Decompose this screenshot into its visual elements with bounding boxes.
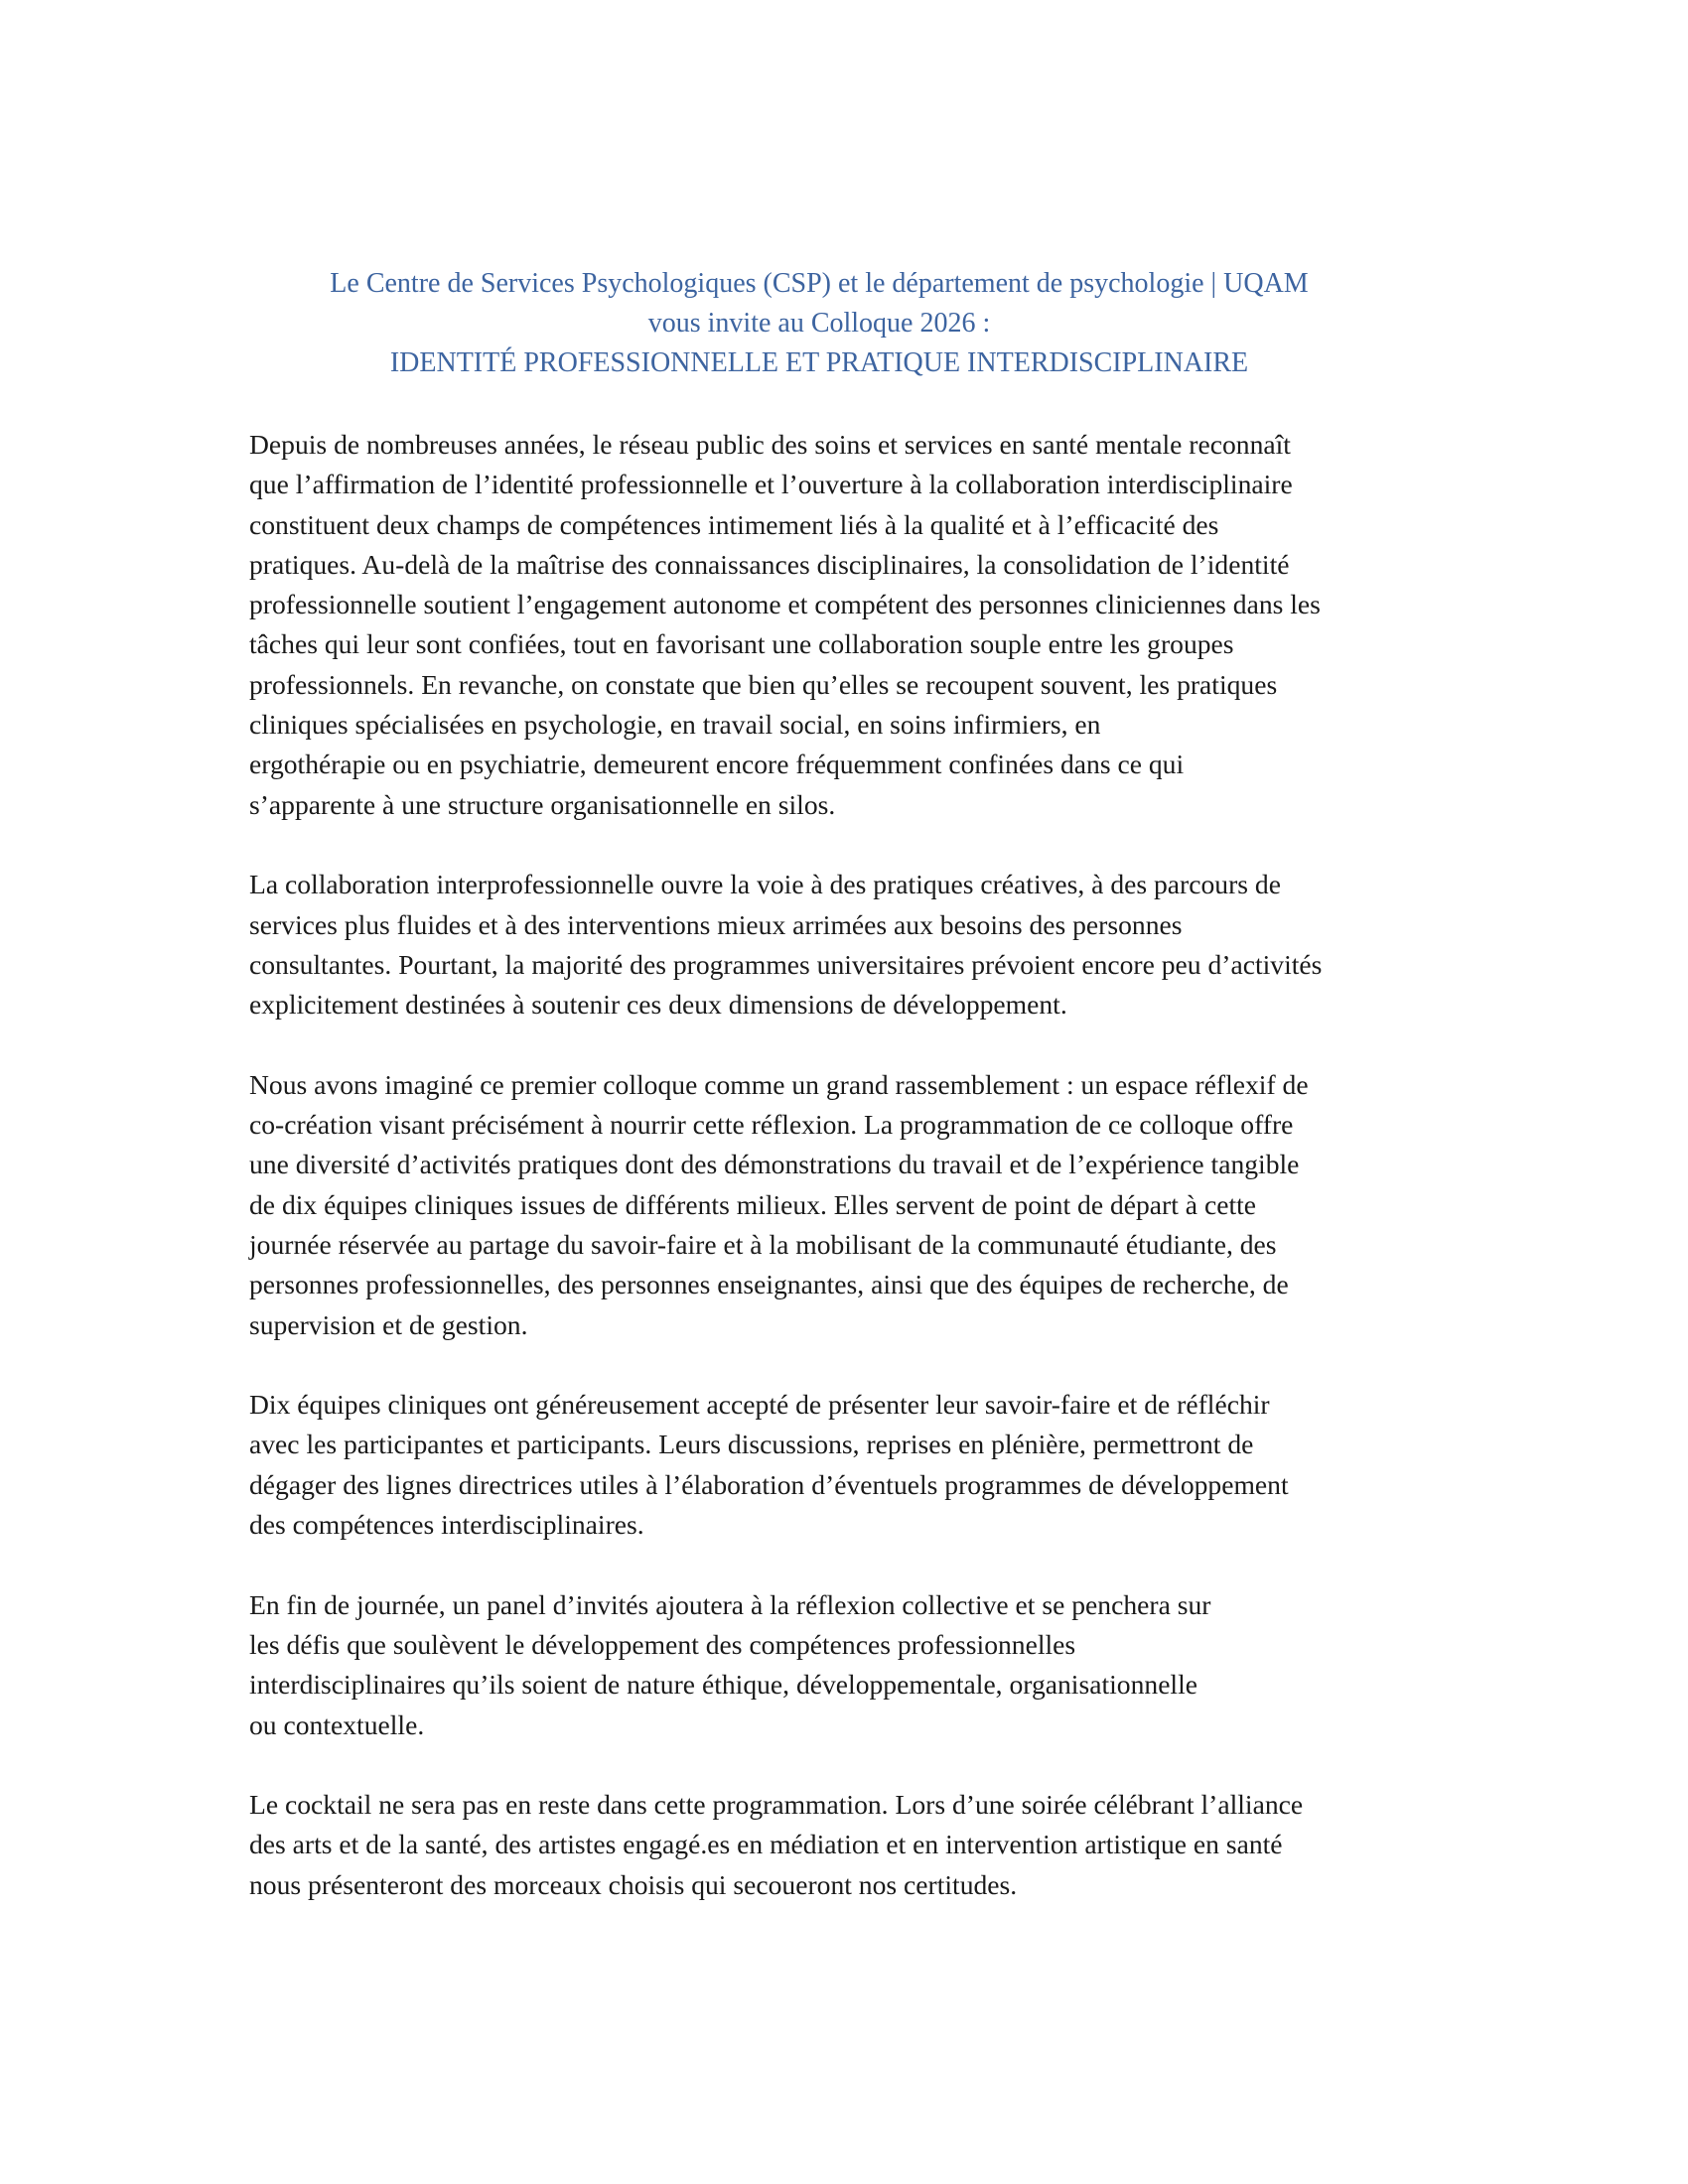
document-body [249, 425, 1490, 1945]
text-line: personnes professionnelles, des personnes enseignantes, ainsi que des équipes de recherche, de [249, 1269, 1289, 1300]
text-line: En fin de journée, un panel d’invités ajoutera à la réflexion collective et se penchera sur [249, 1588, 1211, 1620]
text-line: Depuis de nombreuses années, le réseau public des soins et services en santé mentale reconnaît [249, 429, 1291, 460]
text-line: interdisciplinaires qu’ils soient de nature éthique, développementale, organisationnelle [249, 1669, 1198, 1701]
text-line: dégager des lignes directrices utiles à l’élaboration d’éventuels programmes de développement [249, 1468, 1289, 1500]
invitation-header [0, 264, 1688, 383]
text-line: s’apparente à une structure organisationnelle en silos. [249, 788, 836, 820]
text-line: nous présenteront des morceaux choisis qui secoueront nos certitudes. [249, 1868, 1018, 1900]
paragraph-colloquium [249, 1065, 1490, 1345]
paragraph-clinical-teams [249, 1385, 1490, 1545]
header-invitation: vous invite au Colloque 2026 : [647, 308, 991, 339]
text-line: journée réservée au partage du savoir-faire et à la mobilisant de la communauté étudiante, des [249, 1228, 1277, 1260]
header-colloquium-title: IDENTITÉ PROFESSIONNELLE ET PRATIQUE INTERDISCIPLINAIRE [389, 347, 1249, 378]
text-line: les défis que soulèvent le développement des compétences professionnelles [249, 1628, 1076, 1660]
text-line: Nous avons imaginé ce premier colloque comme un grand rassemblement : un espace réflexif de [249, 1068, 1309, 1100]
paragraph-cocktail [249, 1785, 1490, 1905]
paragraph-panel [249, 1585, 1490, 1745]
text-line: constituent deux champs de compétences intimement liés à la qualité et à l’efficacité des [249, 508, 1219, 540]
text-line: pratiques. Au-delà de la maîtrise des connaissances disciplinaires, la consolidation de l’identité [249, 548, 1290, 580]
text-line: ergothérapie ou en psychiatrie, demeurent encore fréquemment confinées dans ce qui [249, 749, 1185, 780]
text-line: avec les participantes et participants. Leurs discussions, reprises en plénière, permettront de [249, 1429, 1254, 1460]
text-line: consultantes. Pourtant, la majorité des programmes universitaires prévoient encore peu d’activités [249, 948, 1323, 980]
text-line: que l’affirmation de l’identité professionnelle et l’ouverture à la collaboration interdisciplinaire [249, 469, 1293, 500]
text-line: une diversité d’activités pratiques dont des démonstrations du travail et de l’expérience tangible [249, 1149, 1300, 1180]
text-line: explicitement destinées à soutenir ces deux dimensions de développement. [249, 989, 1067, 1021]
text-line: tâches qui leur sont confiées, tout en favorisant une collaboration souple entre les groupes [249, 628, 1234, 660]
text-line: Le cocktail ne sera pas en reste dans cette programmation. Lors d’une soirée célébrant l’alliance [249, 1789, 1304, 1821]
text-line: ou contextuelle. [249, 1708, 425, 1740]
text-line: des compétences interdisciplinaires. [249, 1509, 644, 1541]
paragraph-collaboration [249, 865, 1490, 1024]
text-line: professionnelle soutient l’engagement autonome et compétent des personnes cliniciennes dans les [249, 589, 1321, 620]
text-line: des arts et de la santé, des artistes engagé.es en médiation et en intervention artistique en santé [249, 1829, 1283, 1860]
text-line: cliniques spécialisées en psychologie, en travail social, en soins infirmiers, en [249, 709, 1101, 741]
paragraph-context [249, 425, 1490, 825]
text-line: La collaboration interprofessionnelle ouvre la voie à des pratiques créatives, à des parcours de [249, 869, 1281, 900]
text-line: co-création visant précisément à nourrir cette réflexion. La programmation de ce colloque offre [249, 1109, 1294, 1141]
header-organizers: Le Centre de Services Psychologiques (CSP) et le département de psychologie | UQAM [330, 268, 1309, 299]
text-line: Dix équipes cliniques ont généreusement accepté de présenter leur savoir-faire et de réfléchir [249, 1389, 1270, 1421]
text-line: supervision et de gestion. [249, 1308, 528, 1340]
text-line: de dix équipes cliniques issues de différents milieux. Elles servent de point de départ à cette [249, 1188, 1257, 1220]
text-line: professionnels. En revanche, on constate que bien qu’elles se recoupent souvent, les pratiques [249, 668, 1278, 700]
text-line: services plus fluides et à des interventions mieux arrimées aux besoins des personnes [249, 908, 1183, 940]
